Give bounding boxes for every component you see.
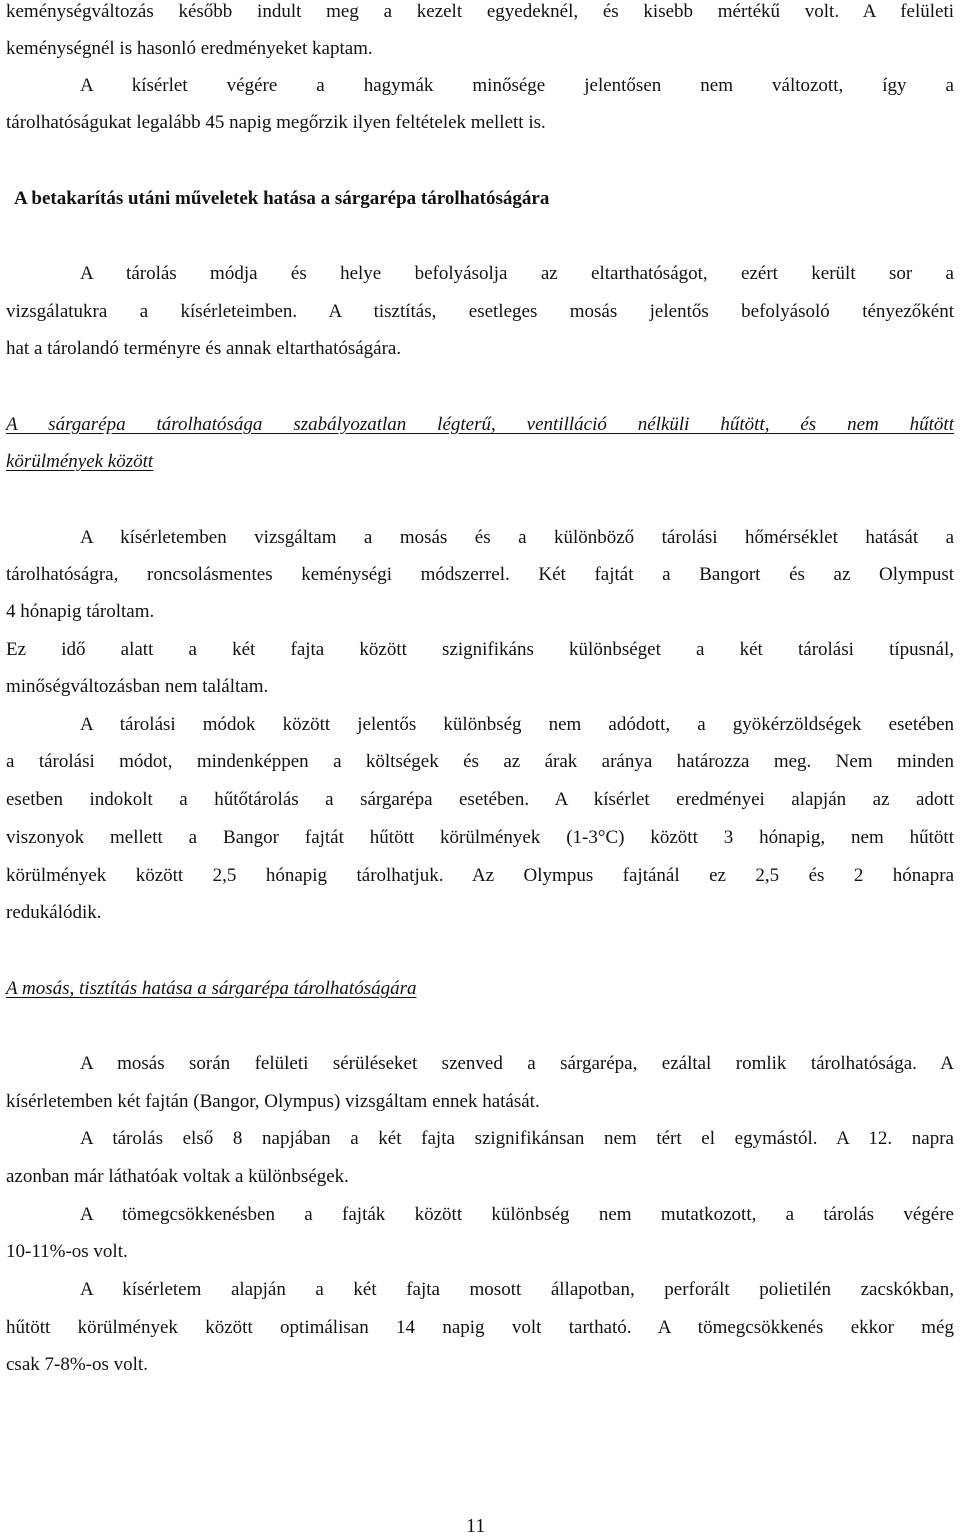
paragraph-line: viszonyok mellett a Bangor fajtát hűtött körülmények (1-3°C) között 3 hónapig, nem hűtött [6, 827, 954, 848]
paragraph-line: redukálódik. [6, 902, 102, 923]
paragraph-line: esetben indokolt a hűtőtárolás a sárgarépa esetében. A kísérlet eredményei alapján az adott [6, 789, 954, 810]
paragraph-line: keménységváltozás később indult meg a kezelt egyedeknél, és kisebb mértékű volt. A felületi [6, 1, 954, 22]
paragraph-line: 4 hónapig tároltam. [6, 601, 155, 622]
paragraph-line: 10-11%-os volt. [6, 1241, 128, 1262]
paragraph-line: tárolhatóságra, roncsolásmentes keménységi módszerrel. Két fajtát a Bangort és az Olympust [6, 564, 954, 585]
section-heading: A betakarítás utáni műveletek hatása a sárgarépa tárolhatóságára [14, 188, 550, 209]
paragraph-line: körülmények között 2,5 hónapig tárolhatjuk. Az Olympus fajtánál ez 2,5 és 2 hónapra [6, 865, 954, 886]
paragraph-line: hűtött körülmények között optimálisan 14 napig volt tartható. A tömegcsökkenés ekkor még [6, 1317, 954, 1338]
subsection-heading: körülmények között [6, 451, 154, 472]
paragraph-line: A kísérlet végére a hagymák minősége jelentősen nem változott, így a [80, 75, 954, 96]
paragraph-line: A kísérletem alapján a két fajta mosott állapotban, perforált polietilén zacskókban, [80, 1279, 954, 1300]
paragraph-line: A tömegcsökkenésben a fajták között különbség nem mutatkozott, a tárolás végére [80, 1204, 954, 1225]
paragraph-line: Ez idő alatt a két fajta között szignifikáns különbséget a két tárolási típusnál, [6, 639, 954, 660]
paragraph-line: hat a tárolandó terményre és annak eltarthatóságára. [6, 338, 402, 359]
paragraph-line: azonban már láthatóak voltak a különbségek. [6, 1166, 349, 1187]
paragraph-line: keménységnél is hasonló eredményeket kaptam. [6, 38, 373, 59]
paragraph-line: vizsgálatukra a kísérleteimben. A tisztítás, esetleges mosás jelentős befolyásoló tényezőként [6, 301, 954, 322]
paragraph-line: minőségváltozásban nem találtam. [6, 676, 269, 697]
paragraph-line: A tárolás módja és helye befolyásolja az eltarthatóságot, ezért került sor a [80, 263, 954, 284]
subsection-heading: A mosás, tisztítás hatása a sárgarépa tárolhatóságára [6, 978, 417, 999]
paragraph-line: kísérletemben két fajtán (Bangor, Olympus) vizsgáltam ennek hatását. [6, 1091, 540, 1112]
paragraph-line: tárolhatóságukat legalább 45 napig megőrzik ilyen feltételek mellett is. [6, 112, 546, 133]
paragraph-line: A tárolás első 8 napjában a két fajta szignifikánsan nem tért el egymástól. A 12. napra [80, 1128, 954, 1149]
page-number: 11 [466, 1515, 486, 1537]
paragraph-line: A kísérletemben vizsgáltam a mosás és a különböző tárolási hőmérséklet hatását a [80, 527, 954, 548]
paragraph-line: a tárolási módot, mindenképpen a költségek és az árak aránya határozza meg. Nem minden [6, 751, 954, 772]
paragraph-line: csak 7-8%-os volt. [6, 1354, 148, 1375]
paragraph-line: A mosás során felületi sérüléseket szenved a sárgarépa, ezáltal romlik tárolhatósága. A [80, 1053, 954, 1074]
paragraph-line: A tárolási módok között jelentős különbség nem adódott, a gyökérzöldségek esetében [80, 714, 954, 735]
subsection-heading: A sárgarépa tárolhatósága szabályozatlan légterű, ventilláció nélküli hűtött, és nem hűtött [6, 414, 954, 435]
